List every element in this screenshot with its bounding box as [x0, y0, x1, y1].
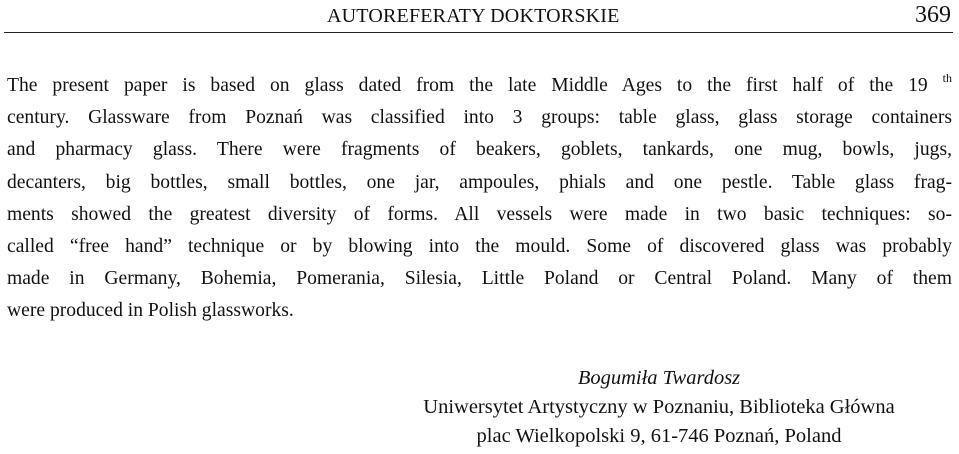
author-signature-block	[379, 364, 939, 451]
author-affiliation: Uniwersytet Artystyczny w Poznaniu, Biblioteka Główna	[423, 396, 895, 418]
abstract-line: and pharmacy glass. There were fragments of beakers, goblets, tankards, one mug, bowls, jugs,	[7, 139, 952, 161]
header-title: AUTOREFERATY DOKTORSKIE	[327, 5, 620, 27]
abstract-line: decanters, big bottles, small bottles, one jar, ampoules, phials and one pestle. Table glass frag-	[7, 171, 952, 193]
author-address: plac Wielkopolski 9, 61-746 Poznań, Poland	[476, 425, 842, 447]
abstract-line: ments showed the greatest diversity of forms. All vessels were made in two basic techniques: so-	[7, 203, 952, 225]
abstract-paragraph	[7, 70, 952, 328]
page-number: 369	[915, 2, 951, 28]
abstract-line	[7, 70, 952, 102]
abstract-line: were produced in Polish glassworks.	[7, 300, 294, 322]
running-header	[4, 2, 953, 33]
abstract-line: called “free hand” technique or by blowing into the mould. Some of discovered glass was probably	[7, 236, 952, 258]
abstract-line: made in Germany, Bohemia, Pomerania, Silesia, Little Poland or Central Poland. Many of them	[7, 268, 952, 290]
superscript-th: th	[942, 71, 952, 85]
abstract-line: century. Glassware from Poznań was classified into 3 groups: table glass, glass storage containers	[7, 107, 952, 129]
abstract-line-text: The present paper is based on glass dated from the late Middle Ages to the first half of the 19	[7, 75, 928, 96]
author-name: Bogumiła Twardosz	[577, 367, 741, 389]
